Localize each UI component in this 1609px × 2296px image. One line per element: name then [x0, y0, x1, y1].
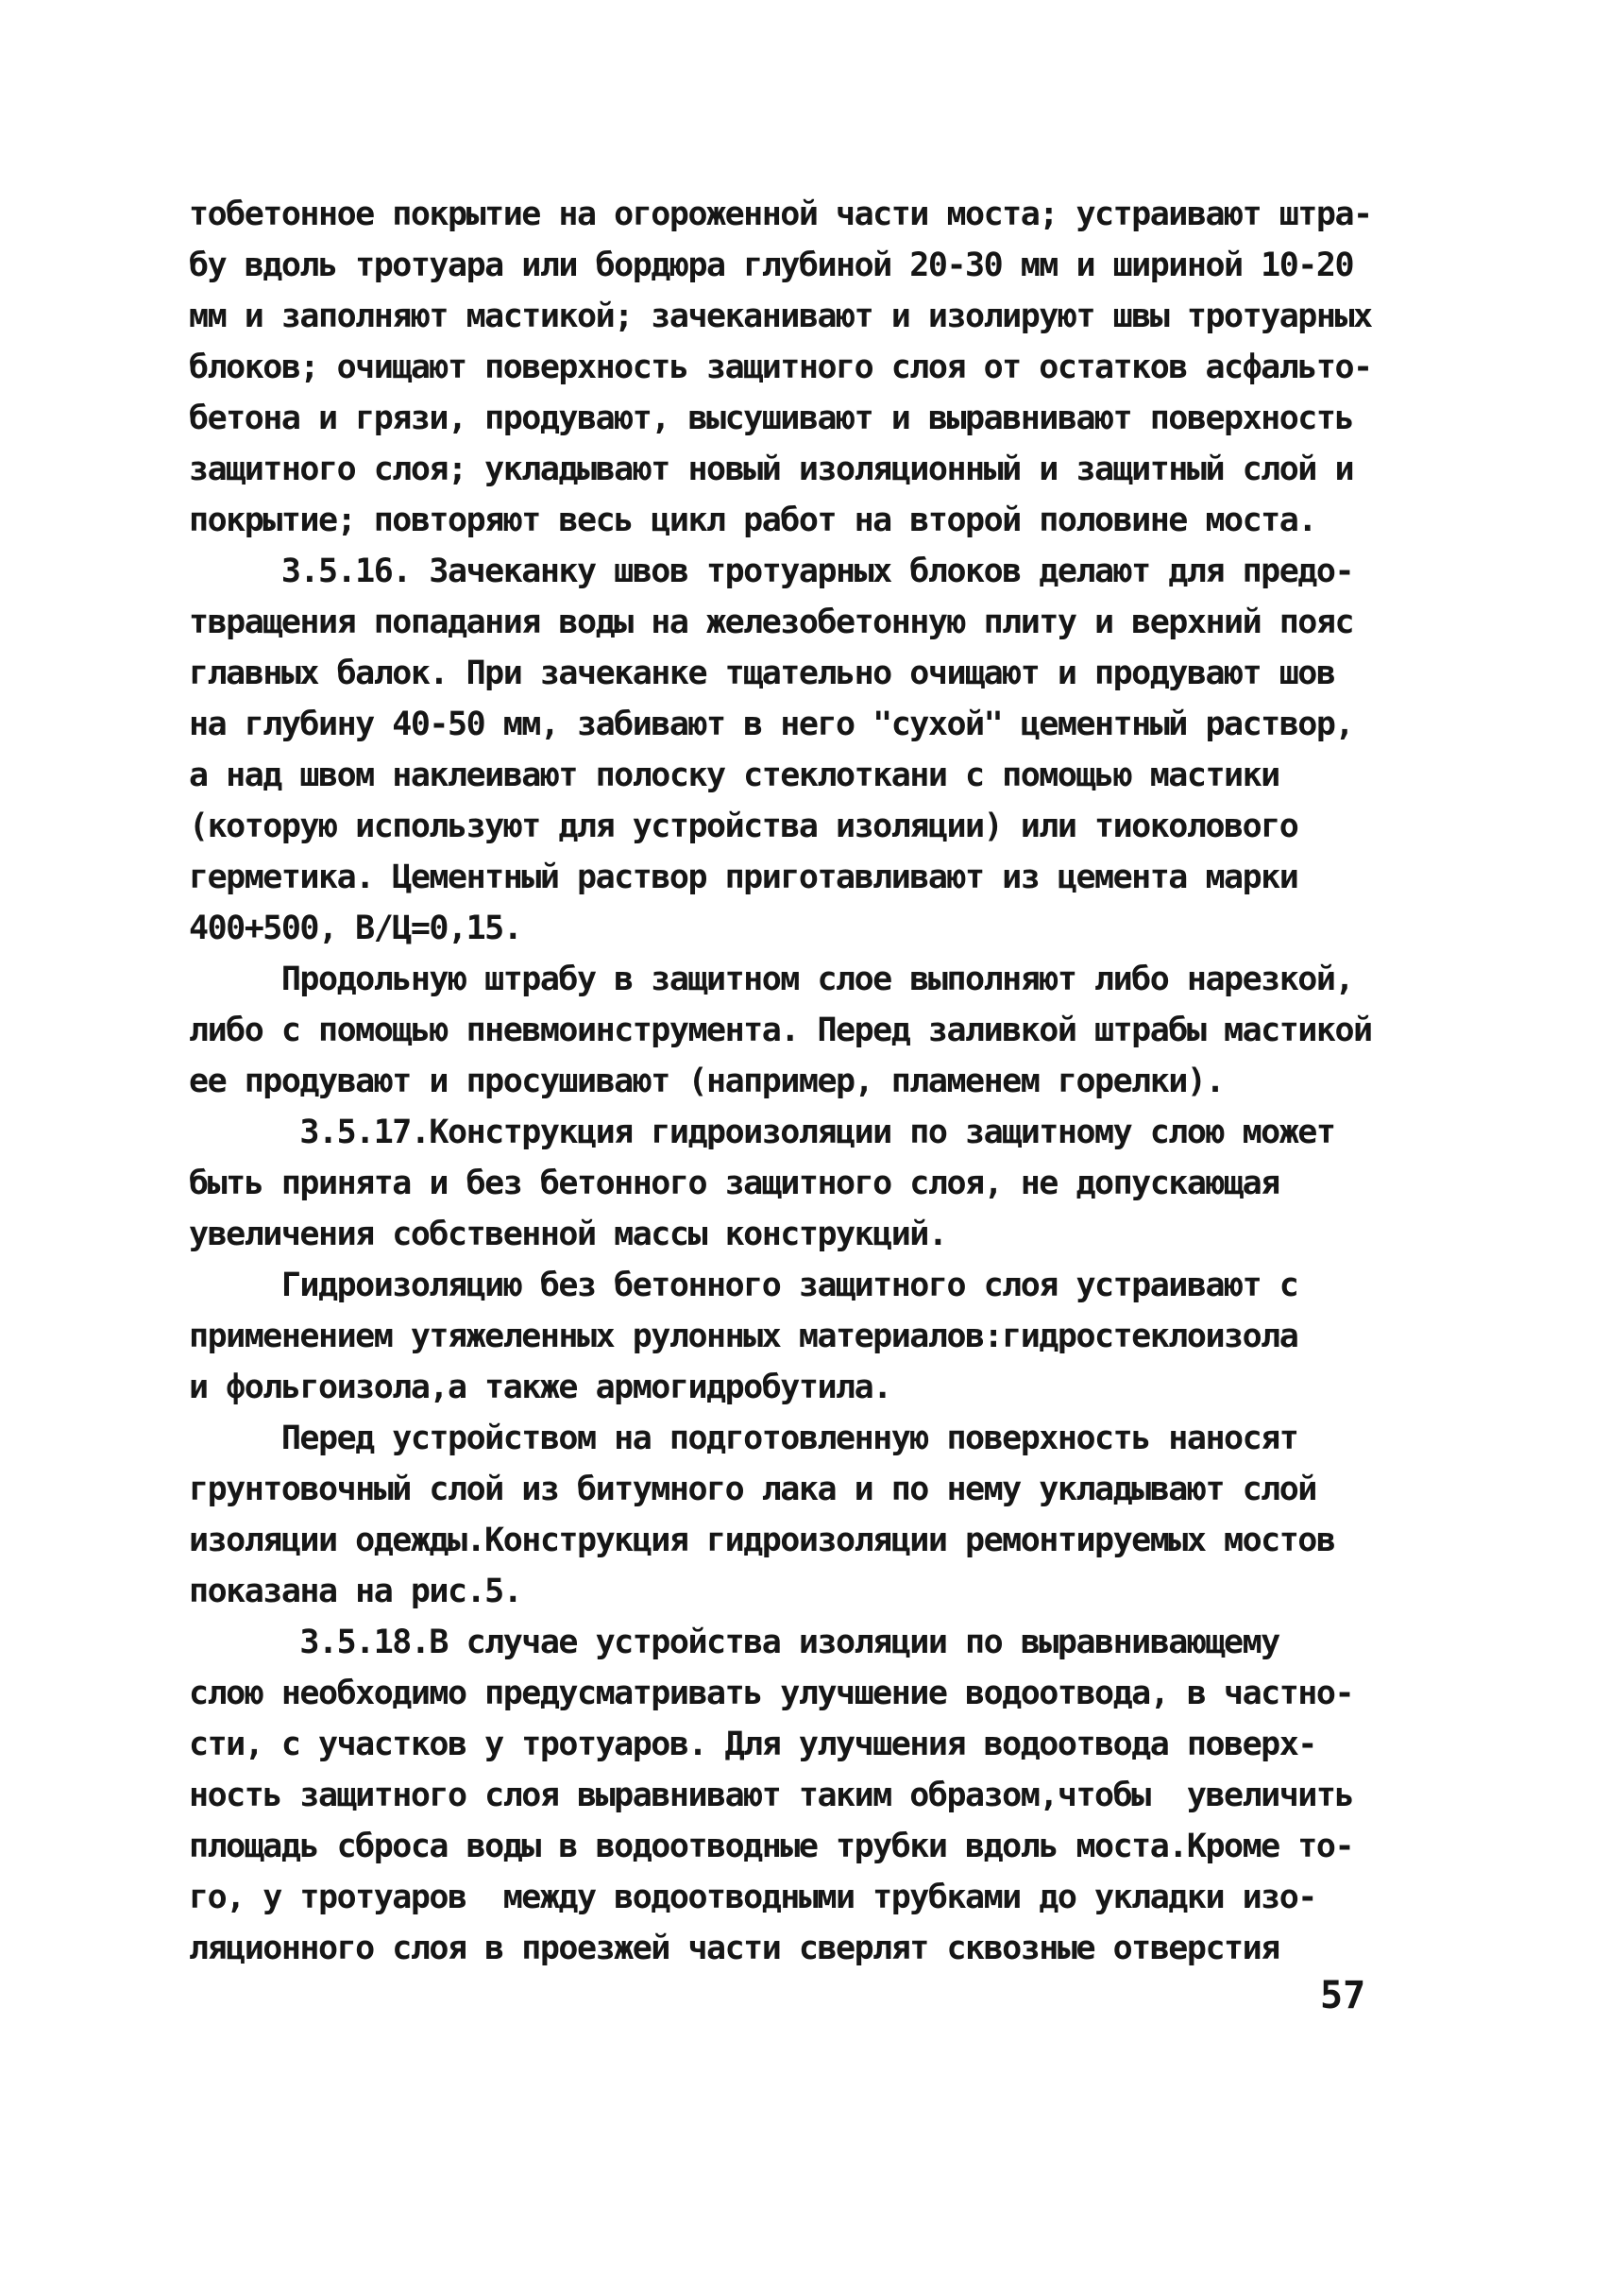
text-line: 3.5.16. Зачеканку швов тротуарных блоков делают для предо- [189, 553, 1354, 590]
text-line: 3.5.18.В случае устройства изоляции по выравнивающему [189, 1624, 1279, 1661]
text-line: бу вдоль тротуара или бордюра глубиной 20-30 мм и шириной 10-20 [189, 247, 1354, 284]
text-line: герметика. Цементный раствор приготавливают из цемента марки [189, 859, 1298, 896]
text-line: а над швом наклеивают полоску стеклоткани с помощью мастики [189, 757, 1279, 794]
body-text [189, 189, 1407, 1974]
text-line: мм и заполняют мастикой; зачеканивают и изолируют швы тротуарных [189, 298, 1372, 335]
text-line: сти, с участков у тротуаров. Для улучшения водоотвода поверх- [189, 1726, 1316, 1763]
text-line: и фольгоизола,а также армогидробутила. [189, 1369, 891, 1406]
text-line: блоков; очищают поверхность защитного слоя от остатков асфальто- [189, 349, 1372, 386]
text-line: ляционного слоя в проезжей части сверлят сквозные отверстия [189, 1930, 1279, 1967]
text-line: тобетонное покрытие на огороженной части моста; устраивают штра- [189, 196, 1372, 233]
text-line: ее продувают и просушивают (например, пламенем горелки). [189, 1063, 1225, 1100]
text-line: главных балок. При зачеканке тщательно очищают и продувают шов [189, 655, 1335, 692]
text-line: Перед устройством на подготовленную поверхность наносят [189, 1420, 1298, 1457]
text-line: покрытие; повторяют весь цикл работ на второй половине моста. [189, 502, 1316, 539]
text-line: увеличения собственной массы конструкций. [189, 1216, 947, 1253]
text-line: Гидроизоляцию без бетонного защитного слоя устраивают с [189, 1267, 1298, 1304]
text-line: применением утяжеленных рулонных материалов:гидростеклоизола [189, 1318, 1298, 1355]
text-line: быть принята и без бетонного защитного слоя, не допускающая [189, 1165, 1279, 1202]
text-line: на глубину 40-50 мм, забивают в него "сухой" цементный раствор, [189, 706, 1354, 743]
text-line: слою необходимо предусматривать улучшение водоотвода, в частно- [189, 1675, 1354, 1712]
text-line: го, у тротуаров между водоотводными трубками до укладки изо- [189, 1879, 1316, 1916]
text-line: ность защитного слоя выравнивают таким образом,чтобы увеличить [189, 1777, 1354, 1814]
page-number: 57 [1320, 1974, 1366, 2017]
text-line: твращения попадания воды на железобетонную плиту и верхний пояс [189, 604, 1354, 641]
text-line: бетона и грязи, продувают, высушивают и выравнивают поверхность [189, 400, 1354, 437]
text-line: Продольную штрабу в защитном слое выполняют либо нарезкой, [189, 961, 1354, 998]
text-line: 400+500, В/Ц=0,15. [189, 910, 522, 947]
text-line: площадь сброса воды в водоотводные трубки вдоль моста.Кроме то- [189, 1828, 1354, 1865]
text-line: защитного слоя; укладывают новый изоляционный и защитный слой и [189, 451, 1354, 488]
text-line: (которую используют для устройства изоляции) или тиоколового [189, 808, 1298, 845]
text-line: 3.5.17.Конструкция гидроизоляции по защитному слою может [189, 1114, 1335, 1151]
text-line: грунтовочный слой из битумного лака и по нему укладывают слой [189, 1471, 1316, 1508]
text-line: показана на рис.5. [189, 1573, 522, 1610]
text-line: изоляции одежды.Конструкция гидроизоляции ремонтируемых мостов [189, 1522, 1335, 1559]
text-line: либо с помощью пневмоинструмента. Перед заливкой штрабы мастикой [189, 1012, 1372, 1049]
